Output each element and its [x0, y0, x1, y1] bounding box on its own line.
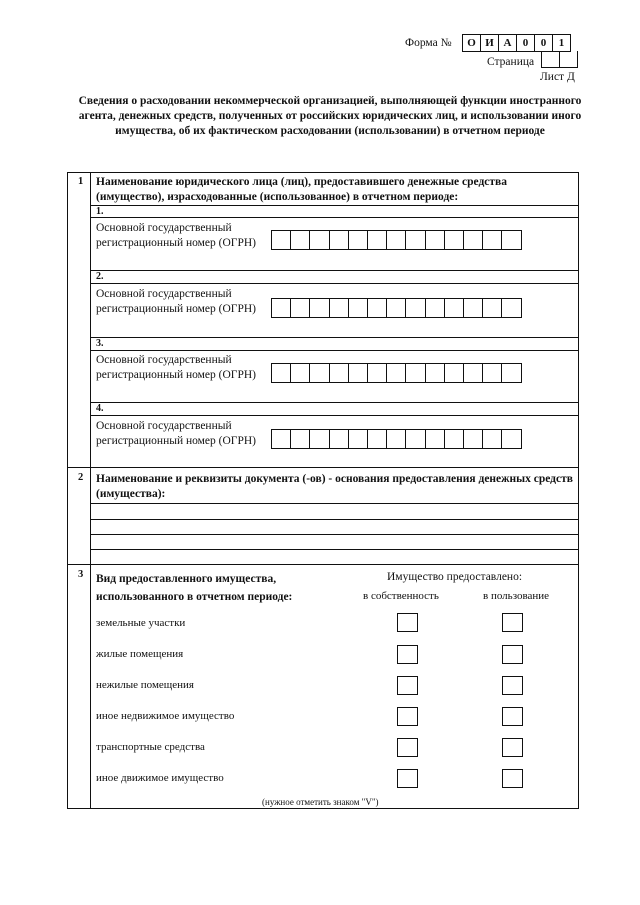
divider — [90, 283, 579, 284]
input-line[interactable] — [90, 519, 579, 520]
ownership-checkbox[interactable] — [397, 769, 418, 788]
form-code-cell: А — [499, 35, 517, 51]
section-number: 3 — [78, 569, 84, 580]
ogrn-input-3[interactable] — [271, 363, 522, 383]
input-line[interactable] — [90, 503, 579, 504]
use-checkbox[interactable] — [502, 769, 523, 788]
property-type-label: земельные участки — [96, 617, 186, 629]
divider — [90, 350, 579, 351]
sheet-label: Лист Д — [540, 71, 575, 83]
use-checkbox[interactable] — [502, 645, 523, 664]
page-number-cell[interactable] — [542, 51, 560, 67]
section-number: 1 — [78, 176, 84, 187]
column-use: в пользование — [483, 590, 550, 602]
ogrn-input-4[interactable] — [271, 429, 522, 449]
divider — [90, 217, 579, 218]
form-number-label: Форма № — [405, 37, 452, 49]
column-divider — [90, 172, 91, 809]
ownership-checkbox[interactable] — [397, 676, 418, 695]
entry-number: 1. — [96, 206, 104, 217]
section-number: 2 — [78, 472, 84, 483]
section-divider — [67, 467, 579, 468]
divider — [90, 205, 579, 206]
entry-number: 3. — [96, 338, 104, 349]
property-type-label: иное недвижимое имущество — [96, 710, 235, 722]
ogrn-label: Основной государственный регистрационный номер (ОГРН) — [96, 288, 256, 315]
section1-heading: Наименование юридического лица (лиц), предоставившего денежные средства (имущество), израсходованные (использованное) в отчетном периоде: — [96, 176, 508, 203]
provided-heading: Имущество предоставлено: — [387, 571, 523, 583]
entry-number: 4. — [96, 403, 104, 414]
section3-heading: Вид предоставленного имущества, использованного в отчетном периоде: — [96, 573, 293, 603]
entry-number: 2. — [96, 271, 104, 282]
property-type-label: иное движимое имущество — [96, 772, 224, 784]
ownership-checkbox[interactable] — [397, 645, 418, 664]
property-type-label: нежилые помещения — [96, 679, 194, 691]
property-type-label: жилые помещения — [96, 648, 184, 660]
use-checkbox[interactable] — [502, 676, 523, 695]
divider — [90, 270, 579, 271]
marking-hint: (нужное отметить знаком "V") — [262, 797, 379, 807]
input-line[interactable] — [90, 549, 579, 550]
ogrn-label: Основной государственный регистрационный номер (ОГРН) — [96, 420, 256, 447]
use-checkbox[interactable] — [502, 707, 523, 726]
ogrn-input-2[interactable] — [271, 298, 522, 318]
form-code-cell: О — [463, 35, 481, 51]
divider — [90, 337, 579, 338]
column-ownership: в собственность — [363, 590, 439, 602]
use-checkbox[interactable] — [502, 613, 523, 632]
form-code-cell: 1 — [558, 37, 565, 49]
use-checkbox[interactable] — [502, 738, 523, 757]
page-number-field[interactable] — [541, 51, 578, 68]
input-line[interactable] — [90, 534, 579, 535]
section2-heading: Наименование и реквизиты документа (-ов) - основания предоставления денежных средств (имущества): — [96, 473, 573, 500]
page-number-cell[interactable] — [560, 51, 577, 67]
ownership-checkbox[interactable] — [397, 613, 418, 632]
form-code-cell: И — [481, 35, 499, 51]
divider — [90, 402, 579, 403]
form-code-cell: 0 — [517, 35, 535, 51]
document-title: Сведения о расходовании некоммерческой организацией, выполняющей функции иностранного агента, денежных средств, полученных от российских юридических лиц, и использовании иного имущества, об их фактическом расходовании (использовании) в отчетном периоде — [78, 95, 582, 137]
ownership-checkbox[interactable] — [397, 738, 418, 757]
section-divider — [67, 564, 579, 565]
ownership-checkbox[interactable] — [397, 707, 418, 726]
form-code-cell: 0 — [535, 35, 553, 51]
form-code — [462, 34, 571, 52]
ogrn-label: Основной государственный регистрационный номер (ОГРН) — [96, 354, 256, 381]
ogrn-label: Основной государственный регистрационный номер (ОГРН) — [96, 222, 256, 249]
property-type-label: транспортные средства — [96, 741, 205, 753]
page-label: Страница — [487, 56, 535, 68]
ogrn-input-1[interactable] — [271, 230, 522, 250]
divider — [90, 415, 579, 416]
